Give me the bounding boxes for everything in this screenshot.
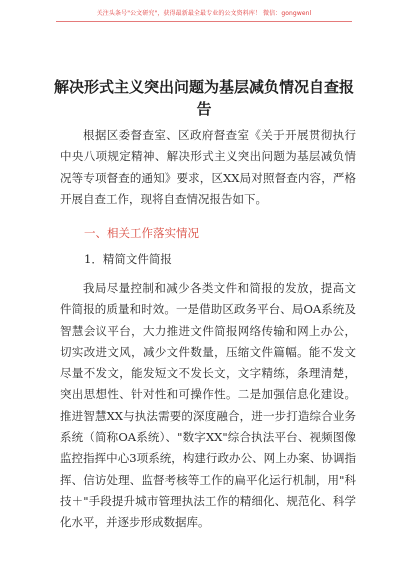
body-paragraph: 我局尽量控制和减少各类文件和简报的发放，提高文件简报的质量和时效。一是借助区政务平台、局OA系统及智慧会议平台，大力推进文件简报网络传输和网上办公，切实改进文风，减少文件数量，压缩文件篇幅。能不发文尽量不发文，能发短文不发长文，文字精练，条理清楚，突出思想性、针对性和可操作性。二是加强信息化建设。推进智慧XX与执法需要的深度融合，进一步打造综合业务系统（简称OA系统）、"数字XX"综合执法平台、视频图像监控指挥中心3项系统，构建行政办公、网上办案、协调指挥、信访处理、监督考核等工作的扁平化运行机制，用"科技＋"手段提升城市管理执法工作的精细化、规范化、科学化水平，并逐步形成数据库。 — [60, 281, 356, 530]
header-divider — [56, 21, 352, 22]
subsection-heading: 1．精简文件简报 — [84, 252, 172, 266]
intro-paragraph: 根据区委督查室、区政府督查室《关于开展贯彻执行中央八项规定精神、解决形式主义突出问题为基层减负情况等专项督查的通知》要求，区XX局对照督查内容，严格开展自查工作，现将自查情况报告如下。 — [60, 128, 356, 206]
header-banner: 关注头条号"公文研究"，获得最新最全最专业的公文资料库！ 微信：gongwenl — [96, 10, 312, 17]
section-heading: 一、相关工作落实情况 — [84, 226, 199, 240]
document-title: 解决形式主义突出问题为基层减负情况自查报告 — [54, 78, 355, 118]
